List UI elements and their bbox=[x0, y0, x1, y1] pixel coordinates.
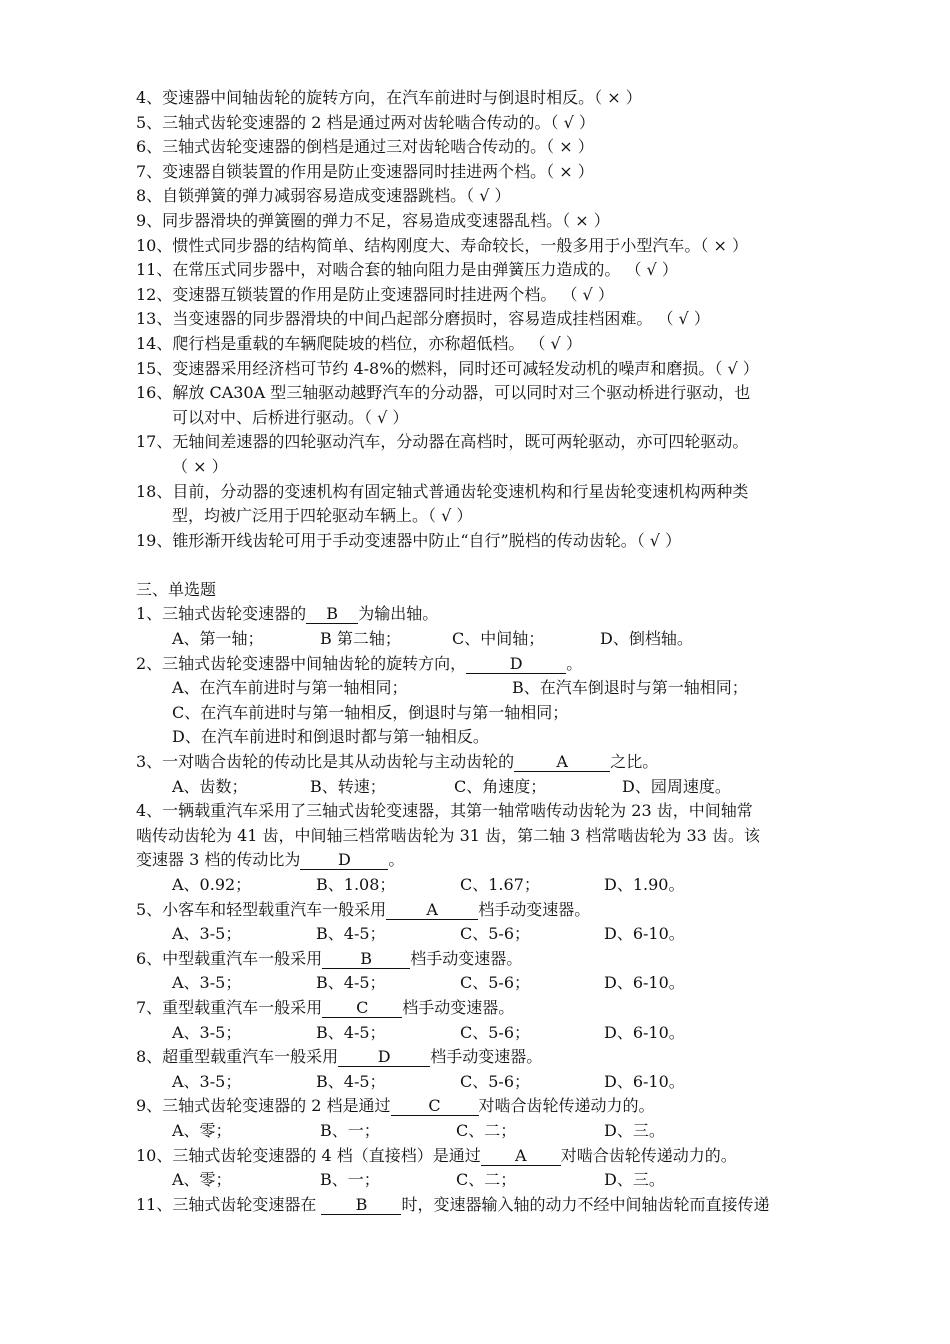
options-5 bbox=[136, 922, 864, 947]
answer-blank: D bbox=[466, 654, 566, 674]
question-4-line2: 啮传动齿轮为 41 齿，中间轴三档常啮齿轮为 31 齿，第二轴 3 档常啮齿轮为 33 齿。该 bbox=[136, 825, 760, 845]
option-a: A、3-5； bbox=[172, 973, 242, 993]
option-b: B、转速； bbox=[310, 776, 386, 796]
option-d: D、在汽车前进时和倒退时都与第一轴相反。 bbox=[172, 727, 489, 747]
judgement-item-13: 13、当变速器的同步器滑块的中间凸起部分磨损时，容易造成挂档困难。 （ √ ） bbox=[136, 309, 710, 329]
option-b: B、一； bbox=[320, 1120, 380, 1140]
option-c: C、5-6； bbox=[460, 924, 531, 944]
option-a: A、0.92； bbox=[172, 875, 252, 894]
question-6 bbox=[136, 947, 864, 972]
option-a: A、齿数； bbox=[172, 776, 248, 796]
question-text: 8、超重型载重汽车一般采用 bbox=[136, 1047, 339, 1067]
question-text-tail: 档手动变速器。 bbox=[410, 948, 523, 968]
option-b: B、4-5； bbox=[316, 1022, 386, 1042]
option-c: C、5-6； bbox=[460, 973, 531, 993]
option-b: B、在汽车倒退时与第一轴相同； bbox=[512, 678, 748, 698]
question-10 bbox=[136, 1144, 864, 1169]
option-c: C、5-6； bbox=[460, 1071, 531, 1091]
option-a: A、3-5； bbox=[172, 1022, 242, 1042]
option-d: D、倒档轴。 bbox=[600, 629, 693, 649]
question-text: 11、三轴式齿轮变速器在 bbox=[136, 1194, 322, 1214]
answer-blank: B bbox=[322, 949, 410, 969]
question-text-tail: 为输出轴。 bbox=[358, 604, 439, 624]
question-text-tail: 档手动变速器。 bbox=[402, 997, 515, 1017]
question-text: 7、重型载重汽车一般采用 bbox=[136, 997, 323, 1017]
spacer bbox=[136, 553, 864, 578]
question-8 bbox=[136, 1045, 864, 1070]
option-c: C、5-6； bbox=[460, 1022, 531, 1042]
question-5 bbox=[136, 898, 864, 923]
judgement-item-19: 19、锥形渐开线齿轮可用于手动变速器中防止“自行”脱档的传动齿轮。（ √ ） bbox=[136, 530, 682, 550]
judgement-item-18-line1: 18、目前，分动器的变速机构有固定轴式普通齿轮变速机构和行星齿轮变速机构两种类 bbox=[136, 481, 749, 501]
judgement-item-14: 14、爬行档是重载的车辆爬陡坡的档位，亦称超低档。 （ √ ） bbox=[136, 333, 582, 353]
question-text: 10、三轴式齿轮变速器的 4 档（直接档）是通过 bbox=[136, 1145, 481, 1165]
option-c: C、中间轴； bbox=[452, 629, 545, 649]
answer-blank: A bbox=[481, 1146, 561, 1166]
judgement-item-11: 11、在常压式同步器中，对啮合套的轴向阻力是由弹簧压力造成的。 （ √ ） bbox=[136, 260, 678, 280]
question-text-tail: 对啮合齿轮传递动力的。 bbox=[560, 1145, 737, 1165]
question-text: 9、三轴式齿轮变速器的 2 档是通过 bbox=[136, 1096, 391, 1116]
question-text: 变速器 3 档的传动比为 bbox=[136, 850, 301, 870]
question-text-tail: 时，变速器输入轴的动力不经中间轴齿轮而直接传递 bbox=[401, 1194, 770, 1214]
option-a: A、3-5； bbox=[172, 924, 242, 944]
question-text-tail: 档手动变速器。 bbox=[478, 899, 591, 919]
judgement-item-16-line2: 可以对中、后桥进行驱动。（ √ ） bbox=[172, 407, 409, 427]
judgement-item-7: 7、变速器自锁装置的作用是防止变速器同时挂进两个档。（ × ） bbox=[136, 161, 594, 181]
option-d: D、6-10。 bbox=[604, 973, 685, 993]
option-a: A、3-5； bbox=[172, 1071, 242, 1091]
options-4 bbox=[136, 873, 864, 898]
question-text-tail: 。 bbox=[388, 850, 405, 870]
judgement-item-15: 15、变速器采用经济档可节约 4-8%的燃料，同时还可减轻发动机的噪声和磨损。（ √ ） bbox=[136, 358, 759, 378]
option-a: A、在汽车前进时与第一轴相同； bbox=[172, 678, 408, 698]
options-3 bbox=[136, 775, 864, 800]
options-8 bbox=[136, 1070, 864, 1095]
options-9 bbox=[136, 1119, 864, 1144]
option-c: C、角速度； bbox=[454, 776, 547, 796]
judgement-item-9: 9、同步器滑块的弹簧圈的弹力不足，容易造成变速器乱档。（ × ） bbox=[136, 210, 610, 230]
answer-blank: C bbox=[391, 1096, 479, 1116]
options-7 bbox=[136, 1021, 864, 1046]
option-b: B、一； bbox=[320, 1170, 380, 1190]
question-text: 2、三轴式齿轮变速器中间轴齿轮的旋转方向， bbox=[136, 653, 467, 673]
judgement-item-17-line2: （ × ） bbox=[172, 456, 228, 476]
answer-blank: D bbox=[300, 850, 388, 870]
question-2 bbox=[136, 652, 864, 677]
question-9 bbox=[136, 1094, 864, 1119]
answer-blank: B bbox=[306, 604, 358, 624]
document-page bbox=[136, 86, 864, 1217]
option-b: B、4-5； bbox=[316, 973, 386, 993]
option-c: C、1.67； bbox=[460, 875, 540, 894]
option-d: D、三。 bbox=[604, 1170, 665, 1190]
question-4-line3 bbox=[136, 848, 864, 873]
question-text: 1、三轴式齿轮变速器的 bbox=[136, 604, 307, 624]
options-6 bbox=[136, 971, 864, 996]
question-text-tail: 之比。 bbox=[610, 752, 659, 772]
option-d: D、1.90。 bbox=[604, 875, 685, 894]
options-1 bbox=[136, 627, 864, 652]
option-c: C、在汽车前进时与第一轴相反，倒退时与第一轴相同； bbox=[172, 702, 569, 722]
answer-blank: D bbox=[338, 1047, 430, 1067]
question-3 bbox=[136, 750, 864, 775]
question-7 bbox=[136, 996, 864, 1021]
question-1 bbox=[136, 602, 864, 627]
option-b: B、1.08； bbox=[316, 875, 396, 894]
judgement-item-17-line1: 17、无轴间差速器的四轮驱动汽车，分动器在高档时，既可两轮驱动，亦可四轮驱动。 bbox=[136, 432, 749, 452]
judgement-list bbox=[136, 86, 864, 381]
question-11 bbox=[136, 1193, 864, 1218]
option-b: B 第二轴； bbox=[320, 629, 401, 649]
answer-blank: A bbox=[514, 752, 610, 772]
option-b: B、4-5； bbox=[316, 1071, 386, 1091]
judgement-item-6: 6、三轴式齿轮变速器的倒档是通过三对齿轮啮合传动的。（ × ） bbox=[136, 137, 594, 157]
option-c: C、二； bbox=[456, 1120, 517, 1140]
answer-blank: C bbox=[322, 998, 402, 1018]
question-text: 6、中型载重汽车一般采用 bbox=[136, 948, 323, 968]
judgement-item-16-line1: 16、解放 CA30A 型三轴驱动越野汽车的分动器，可以同时对三个驱动桥进行驱动，也 bbox=[136, 383, 751, 403]
option-d: D、园周速度。 bbox=[622, 776, 731, 796]
option-b: B、4-5； bbox=[316, 924, 386, 944]
judgement-item-4: 4、变速器中间轴齿轮的旋转方向，在汽车前进时与倒退时相反。（ × ） bbox=[136, 88, 642, 107]
option-a: A、第一轴； bbox=[172, 629, 264, 649]
option-d: D、6-10。 bbox=[604, 1022, 685, 1042]
option-c: C、二； bbox=[456, 1170, 517, 1190]
option-a: A、零； bbox=[172, 1170, 232, 1190]
judgement-item-5: 5、三轴式齿轮变速器的 2 档是通过两对齿轮啮合传动的。（ √ ） bbox=[136, 112, 595, 132]
question-text-tail: 。 bbox=[566, 653, 583, 673]
question-text-tail: 档手动变速器。 bbox=[430, 1047, 543, 1067]
option-d: D、6-10。 bbox=[604, 924, 685, 944]
question-text-tail: 对啮合齿轮传递动力的。 bbox=[478, 1096, 655, 1116]
question-text: 5、小客车和轻型载重汽车一般采用 bbox=[136, 899, 387, 919]
option-d: D、三。 bbox=[604, 1120, 665, 1140]
option-d: D、6-10。 bbox=[604, 1071, 685, 1091]
option-a: A、零； bbox=[172, 1120, 232, 1140]
options-2-ab bbox=[136, 676, 864, 701]
judgement-item-10: 10、惯性式同步器的结构简单、结构刚度大、寿命较长，一般多用于小型汽车。（ × ） bbox=[136, 235, 748, 255]
judgement-item-18-line2: 型，均被广泛用于四轮驱动车辆上。（ √ ） bbox=[172, 506, 473, 526]
section-title: 三、单选题 bbox=[136, 579, 217, 599]
question-4-line1: 4、一辆载重汽车采用了三轴式齿轮变速器，其第一轴常啮传动齿轮为 23 齿，中间轴常 bbox=[136, 801, 753, 821]
question-text: 3、一对啮合齿轮的传动比是其从动齿轮与主动齿轮的 bbox=[136, 752, 515, 772]
answer-blank: A bbox=[386, 900, 478, 920]
answer-blank: B bbox=[321, 1195, 401, 1215]
judgement-item-8: 8、自锁弹簧的弹力减弱容易造成变速器跳档。（ √ ） bbox=[136, 186, 511, 206]
judgement-item-12: 12、变速器互锁装置的作用是防止变速器同时挂进两个档。 （ √ ） bbox=[136, 284, 614, 304]
options-10 bbox=[136, 1168, 864, 1193]
